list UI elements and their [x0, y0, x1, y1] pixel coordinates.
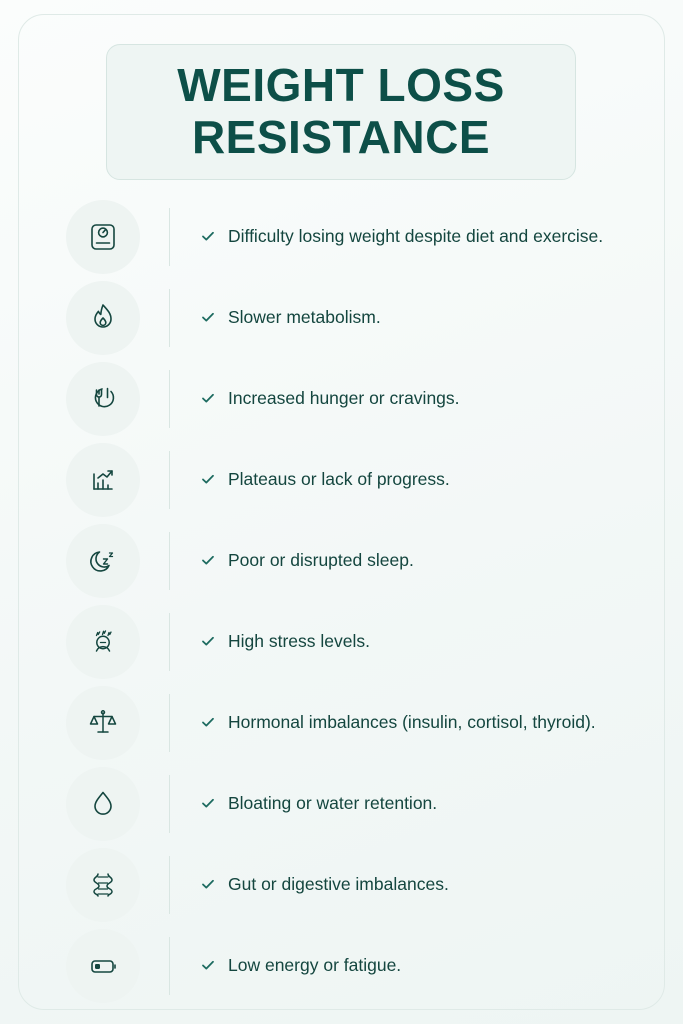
check-icon: [200, 228, 216, 244]
flame-icon: [66, 281, 140, 355]
list-item-label: High stress levels.: [228, 630, 370, 651]
low-battery-icon: [66, 929, 140, 1003]
row-divider: [169, 613, 170, 671]
row-divider: [169, 289, 170, 347]
row-body: [200, 791, 626, 816]
plate-fork-icon: [66, 362, 140, 436]
list-item-label: Plateaus or lack of progress.: [228, 468, 450, 489]
row-body: [200, 467, 626, 492]
symptom-list: [66, 196, 626, 1006]
page-title: WEIGHT LOSS RESISTANCE: [177, 59, 505, 163]
list-item: [66, 601, 626, 682]
balance-scale-icon: [66, 686, 140, 760]
row-divider: [169, 694, 170, 752]
list-item: [66, 196, 626, 277]
row-body: [200, 386, 626, 411]
bar-chart-arrow-icon: [66, 443, 140, 517]
list-item: [66, 844, 626, 925]
check-icon: [200, 309, 216, 325]
row-body: [200, 305, 626, 330]
check-icon: [200, 471, 216, 487]
stressed-head-icon: [66, 605, 140, 679]
list-item: [66, 358, 626, 439]
list-item: [66, 439, 626, 520]
water-drop-icon: [66, 767, 140, 841]
row-body: [200, 710, 626, 735]
intestine-icon: [66, 848, 140, 922]
check-icon: [200, 714, 216, 730]
row-divider: [169, 856, 170, 914]
row-body: [200, 953, 626, 978]
list-item-label: Bloating or water retention.: [228, 792, 438, 813]
moon-sleep-icon: [66, 524, 140, 598]
list-item: [66, 682, 626, 763]
row-divider: [169, 937, 170, 995]
list-item-label: Slower metabolism.: [228, 306, 381, 327]
list-item-label: Gut or digestive imbalances.: [228, 873, 449, 894]
check-icon: [200, 390, 216, 406]
check-icon: [200, 795, 216, 811]
list-item-label: Difficulty losing weight despite diet and exercise.: [228, 225, 604, 246]
list-item: [66, 277, 626, 358]
list-item-label: Hormonal imbalances (insulin, cortisol, thyroid).: [228, 711, 596, 732]
list-item-label: Increased hunger or cravings.: [228, 387, 460, 408]
check-icon: [200, 633, 216, 649]
row-divider: [169, 775, 170, 833]
list-item: [66, 925, 626, 1006]
check-icon: [200, 876, 216, 892]
row-body: [200, 872, 626, 897]
row-divider: [169, 532, 170, 590]
row-divider: [169, 451, 170, 509]
list-item-label: Poor or disrupted sleep.: [228, 549, 414, 570]
list-item: [66, 763, 626, 844]
check-icon: [200, 957, 216, 973]
check-icon: [200, 552, 216, 568]
row-divider: [169, 208, 170, 266]
row-body: [200, 548, 626, 573]
title-card: [106, 44, 576, 180]
row-body: [200, 629, 626, 654]
row-divider: [169, 370, 170, 428]
list-item: [66, 520, 626, 601]
weight-scale-icon: [66, 200, 140, 274]
row-body: [200, 224, 626, 249]
list-item-label: Low energy or fatigue.: [228, 954, 402, 975]
